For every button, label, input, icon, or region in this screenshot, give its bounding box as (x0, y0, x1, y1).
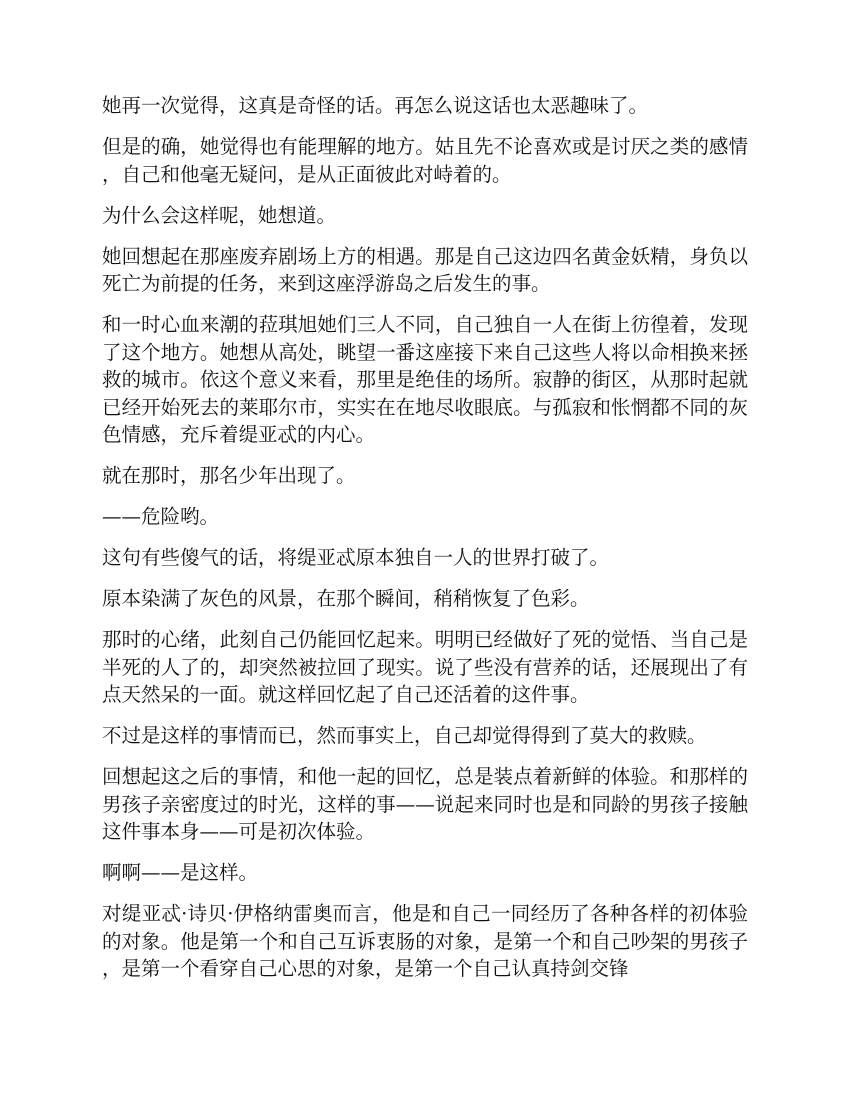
paragraph: 她再一次觉得，这真是奇怪的话。再怎么说这话也太恶趣味了。 (102, 94, 649, 117)
paragraph: 为什么会这样呢，她想道。 (102, 203, 337, 227)
paragraph: 她回想起在那座废弃剧场上方的相遇。那是自己这边四名黄金妖精，身负以死亡为前提的任务，来到这座浮游岛之后发生的事。 (102, 244, 748, 295)
paragraph: 不过是这样的事情而已，然而事实上，自己却觉得得到了莫大的救赎。 (102, 724, 707, 747)
paragraph: 这句有些傻气的话，将缇亚忒原本独自一人的世界打破了。 (102, 546, 610, 569)
paragraph: 和一时心血来潮的菈琪旭她们三人不同，自己独自一人在街上彷徨着，发现了这个地方。她想从高处，眺望一番这座接下来自己这些人将以命相换来拯救的城市。依这个意义来看，那里是绝佳的场所。寂静的街区，从那时起就已经开始死去的莱耶尔市，实实在在地尽收眼底。与孤寂和怅惘都不同的灰色情感，充斥着缇亚忒的内心。 (102, 313, 748, 446)
paragraph: 原本染满了灰色的风景，在那个瞬间，稍稍恢复了色彩。 (102, 587, 590, 610)
paragraph: 啊啊——是这样。 (102, 861, 259, 884)
paragraph: 就在那时，那名少年出现了。 (102, 464, 356, 487)
paragraph: ——危险哟。 (102, 505, 220, 528)
paragraph: 但是的确，她觉得也有能理解的地方。姑且先不论喜欢或是讨厌之类的感情，自己和他毫无疑问，是从正面彼此对峙着的。 (102, 135, 748, 186)
paragraph: 那时的心绪，此刻自己仍能回忆起来。明明已经做好了死的觉悟、当自己是半死的人了的，却突然被拉回了现实。说了些没有营养的话，还展现出了有点天然呆的一面。就这样回忆起了自己还活着的这件事。 (102, 628, 748, 706)
paragraph: 对缇亚忒·诗贝·伊格纳雷奥而言，他是和自己一同经历了各种各样的初体验的对象。他是第一个和自己互诉衷肠的对象，是第一个和自己吵架的男孩子，是第一个看穿自己心思的对象，是第一个自己认真持剑交锋 (102, 902, 748, 980)
document-page (102, 92, 748, 996)
paragraph: 回想起这之后的事情，和他一起的回忆，总是装点着新鲜的体验。和那样的男孩子亲密度过的时光，这样的事——说起来同时也是和同龄的男孩子接触这件事本身——可是初次体验。 (102, 765, 748, 843)
